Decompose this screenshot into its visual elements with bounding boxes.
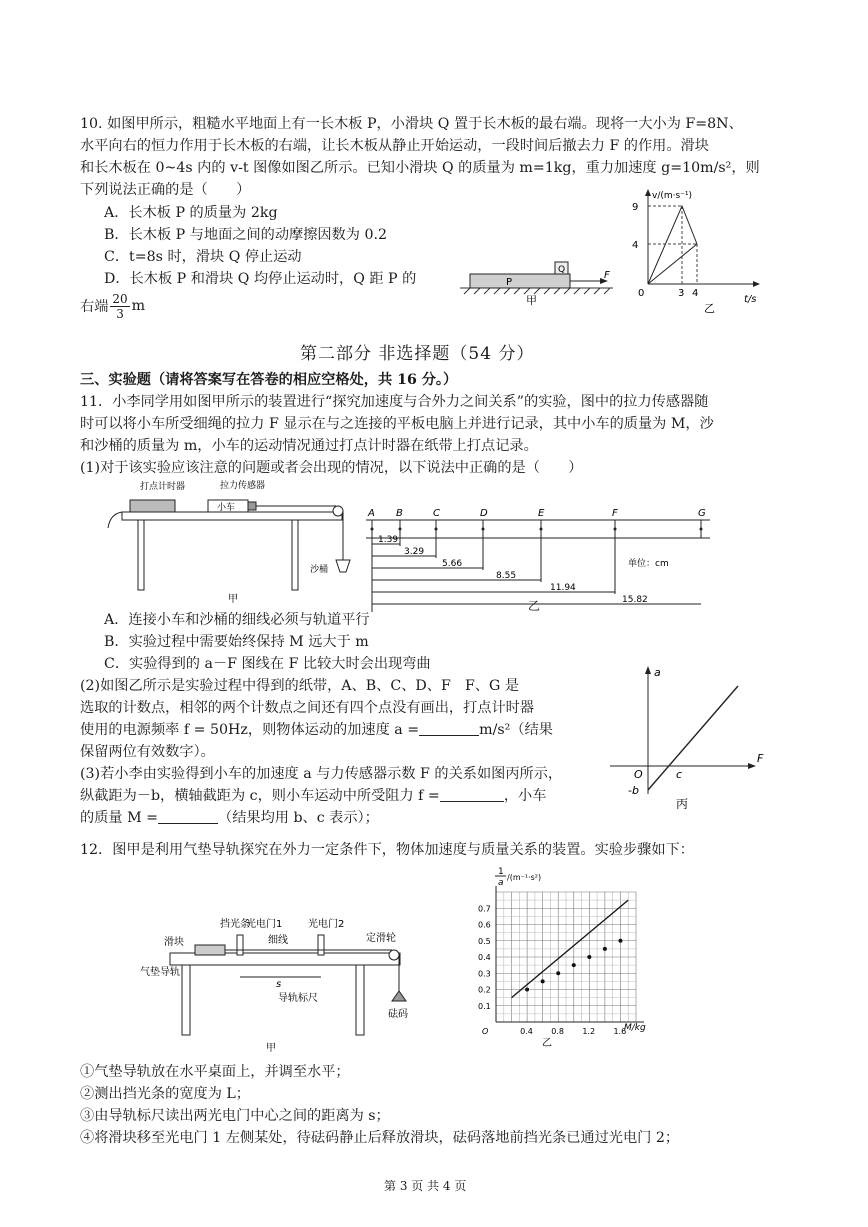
caption-q11-yi: 乙 <box>528 599 541 613</box>
string-label: 细线 <box>268 935 288 946</box>
q11-line-1: 11．小李同学用如图甲所示的装置进行“探究加速度与合外力之间关系”的实验，图中的拉力传感器随 <box>80 394 709 410</box>
s-label: s <box>276 979 282 990</box>
q11-part2-line-2: 选取的计数点，相邻的两个计数点之间还有四个点没有画出，打点计时器 <box>80 700 535 716</box>
q12-step-4: ④将滑块移至光电门 1 左侧某处，待砝码静止后释放滑块，砝码落地前挡光条已通过光电门 2； <box>80 1130 680 1146</box>
q10-option-d: D．长木板 P 和滑块 Q 均停止运动时，Q 距 P 的 <box>104 271 417 287</box>
q11-line-3: 和沙桶的质量为 m，小车的运动情况通过打点计时器在纸带上打点记录。 <box>80 438 538 454</box>
sand-bucket <box>336 560 350 572</box>
q10-figure-yi <box>630 186 765 316</box>
tape-dots <box>371 528 703 531</box>
q12-step-1: ①气垫导轨放在水平桌面上，并调至水平； <box>80 1064 350 1080</box>
track <box>122 512 342 520</box>
tick-3: 3 <box>678 288 685 299</box>
dist-AE: 8.55 <box>496 571 517 581</box>
q12-line-1: 12．图甲是利用气垫导轨探究在外力一定条件下，物体加速度与质量关系的装置。实验步骤如下： <box>80 842 694 858</box>
a-axis-arrow <box>645 666 651 674</box>
chart-caption: 乙 <box>542 1038 552 1048</box>
q11-part3-line-1: (3)若小李由实验得到小车的加速度 a 与力传感器示数 F 的关系如图丙所示， <box>80 766 563 782</box>
gate1-label: 光电门1 <box>246 919 283 930</box>
sensor-box <box>248 502 256 510</box>
weight <box>392 991 406 1001</box>
q12-step-2: ②测出挡光条的宽度为 L； <box>80 1086 250 1102</box>
timer-box <box>130 500 175 512</box>
point-C: C <box>433 508 440 519</box>
chart-axes <box>496 886 644 1022</box>
line-P <box>648 206 697 284</box>
gate-2 <box>318 935 324 955</box>
q10-option-d-continuation <box>80 288 145 324</box>
slider-label: 滑块 <box>164 937 184 948</box>
chart-data-point <box>525 988 529 992</box>
q11-figure-bing <box>600 664 770 814</box>
rail-leg-left <box>182 965 190 1035</box>
origin-label: O <box>634 768 643 781</box>
q12-pulley <box>389 950 399 960</box>
tape-points <box>367 508 706 519</box>
ruler-label: 导轨标尺 <box>278 993 318 1004</box>
tape-unit: 单位：cm <box>628 559 669 569</box>
q11-option-a: A．连接小车和沙桶的细线必须与轨道平行 <box>104 612 370 628</box>
caption-jia: 甲 <box>526 294 537 307</box>
q11-part2-line-3 <box>80 720 553 740</box>
q11-part3-line-3-tail: （结果均用 b、c 表示）； <box>218 810 379 826</box>
chart-y-ticks <box>478 904 491 1011</box>
chart-data-point <box>618 939 622 943</box>
q11-line-2: 时可以将小车所受细绳的拉力 F 显示在与之连接的平板电脑上并进行记录，其中小车的质量为 M，沙 <box>80 416 714 432</box>
q11-line-4: (1)对于该实验应该注意的问题或者会出现的情况，以下说法中正确的是（ ） <box>80 460 583 476</box>
chart-x-tick-label: 0.8 <box>551 1027 564 1036</box>
q10-option-d-numerator: 20 <box>112 291 128 306</box>
F-axis-label: F <box>757 752 764 765</box>
q11-figure-jia <box>100 478 358 606</box>
b-label: -b <box>628 784 639 797</box>
weight-label: 砝码 <box>388 1009 408 1020</box>
chart-data-point <box>587 955 591 959</box>
pulley <box>333 506 343 516</box>
chart-x-ticks <box>482 1027 626 1036</box>
table-leg-right <box>292 520 298 590</box>
F-axis-arrow <box>748 763 756 769</box>
chart-y-tick-label: 0.2 <box>478 985 491 995</box>
dist-AF: 11.94 <box>550 583 576 593</box>
shade-label: 挡光条 <box>220 919 250 930</box>
rail-leg-right <box>356 965 364 1035</box>
chart-x-tick-label: 1.2 <box>582 1027 596 1036</box>
q11-part3-line-3 <box>80 808 379 828</box>
point-D: D <box>480 508 488 519</box>
line-Q <box>648 244 697 284</box>
chart-y-tick-label: 0.7 <box>478 904 491 914</box>
part2-title: 第二部分 非选择题（54 分） <box>300 344 535 364</box>
pulley-label: 定滑轮 <box>366 933 396 944</box>
slider <box>195 945 225 955</box>
q10-option-a: A．长木板 P 的质量为 2kg <box>104 205 278 221</box>
q11-option-c: C．实验得到的 a－F 图线在 F 比较大时会出现弯曲 <box>104 656 431 672</box>
v-axis-arrow <box>645 189 651 196</box>
chart-y-tick-label: 0.3 <box>478 969 491 979</box>
q11-part2-line-4: 保留两位有效数字）。 <box>80 744 215 760</box>
answer-blank-resistance[interactable] <box>440 787 504 802</box>
chart-data-point <box>556 971 560 975</box>
chart-ylabel-num: 1 <box>498 867 504 877</box>
chart-ylabel-den: a <box>498 878 504 888</box>
chart-x-tick-label: 1.6 <box>613 1027 627 1036</box>
chart-y-tick-label: 0.5 <box>478 936 491 946</box>
chart-y-tick-label: 0.6 <box>478 920 491 930</box>
q10-option-c: C．t=8s 时，滑块 Q 停止运动 <box>104 249 302 265</box>
page-footer: 第 3 页 共 4 页 <box>384 1179 467 1193</box>
q11-part3-line-2-text: 纵截距为－b，横轴截距为 c，则小车运动中所受阻力 f = <box>80 788 440 804</box>
gate2-label: 光电门2 <box>308 919 345 930</box>
chart-y-tick-label: 0.1 <box>478 1001 491 1011</box>
timer-label: 打点计时器 <box>140 482 186 492</box>
chart-ylabel-unit: /(m⁻¹·s²) <box>507 873 542 882</box>
q10-line-3: 和长木板在 0~4s 内的 v-t 图像如图乙所示。已知小滑块 Q 的质量为 m=1kg，重力加速度 g=10m/s²，则 <box>80 160 760 176</box>
dist-AB: 1.39 <box>378 535 399 545</box>
q10-figure-jia <box>458 248 618 308</box>
q12-step-3: ③由导轨标尺读出两光电门中心之间的距离为 s； <box>80 1108 390 1124</box>
chart-x-tick-label: O <box>482 1027 489 1036</box>
caption-yi: 乙 <box>704 302 715 315</box>
q10-option-d-prefix: 右端 <box>80 299 109 315</box>
board-P <box>470 274 570 288</box>
point-B: B <box>396 508 403 519</box>
q11-part2-line-3-text: 使用的电源频率 f = 50Hz，则物体运动的加速度 a = <box>80 722 420 738</box>
q10-option-d-unit: m <box>131 298 146 314</box>
t-axis-label: t/s <box>744 294 757 305</box>
answer-blank-mass[interactable] <box>158 809 218 824</box>
q10-line-2: 水平向右的恒力作用于长木板的右端，让长木板从静止开始运动，一段时间后撤去力 F 的作用。滑块 <box>80 138 709 154</box>
tick-0: 0 <box>638 288 645 299</box>
caption-q11-jia: 甲 <box>228 594 238 605</box>
guide-lines <box>648 206 697 284</box>
cart-label: 小车 <box>217 503 236 513</box>
t-axis-arrow <box>753 281 760 287</box>
label-Q: Q <box>558 265 566 275</box>
point-G: G <box>698 508 706 519</box>
q12-figure-yi-chart <box>464 864 664 1048</box>
label-F: F <box>604 270 610 281</box>
a-F-line <box>648 686 738 790</box>
chart-y-tick-label: 0.4 <box>478 953 491 962</box>
q10-line-4: 下列说法正确的是（ ） <box>80 182 251 198</box>
point-A: A <box>368 508 375 519</box>
point-F: F <box>612 508 618 519</box>
c-label: c <box>676 768 683 781</box>
q11-part2-line-3-unit: m/s²（结果 <box>479 722 553 738</box>
a-axis-label: a <box>654 666 661 679</box>
tape-curve <box>108 512 122 528</box>
rail-label: 气垫导轨 <box>140 967 180 978</box>
q10-line-1: 10. 如图甲所示，粗糙水平地面上有一长木板 P，小滑块 Q 置于长木板的最右端。现将一大小为 F=8N、 <box>80 116 743 132</box>
sand-label: 沙桶 <box>310 565 329 575</box>
caption-q12-jia: 甲 <box>266 1043 276 1054</box>
point-E: E <box>538 508 545 519</box>
q10-option-d-fraction <box>110 292 129 321</box>
sensor-label: 拉力传感器 <box>220 481 266 491</box>
dist-AC: 3.29 <box>404 547 425 557</box>
chart-data-point <box>603 947 607 951</box>
v-axis-label: v/(m·s⁻¹) <box>652 191 693 201</box>
chart-xlabel: M/kg <box>624 1023 646 1033</box>
q11-part2-line-1: (2)如图乙所示是实验过程中得到的纸带，A、B、C、D、F F、G 是 <box>80 678 520 694</box>
q12-figure-jia <box>140 905 420 1055</box>
caption-bing: 丙 <box>676 797 689 811</box>
chart-data-point <box>541 979 545 983</box>
table-leg-left <box>138 520 144 590</box>
dist-AG: 15.82 <box>622 595 648 605</box>
gate-1 <box>237 935 243 955</box>
chart-data-point <box>572 963 576 967</box>
q11-option-b: B．实验过程中需要始终保持 M 远大于 m <box>104 634 369 650</box>
tick-9: 9 <box>632 202 639 213</box>
section3-heading: 三、实验题（请将答案写在答卷的相应空格处，共 16 分。） <box>80 372 458 388</box>
q11-part3-line-2 <box>80 786 546 806</box>
q11-part3-line-2-tail: ，小车 <box>503 788 547 804</box>
q10-option-b: B．长木板 P 与地面之间的动摩擦因数为 0.2 <box>104 227 388 243</box>
dist-AD: 5.66 <box>442 559 463 569</box>
q10-option-d-denominator: 3 <box>116 306 124 321</box>
tick-4: 4 <box>632 240 639 251</box>
label-P: P <box>506 277 513 288</box>
answer-blank-acceleration[interactable] <box>419 721 479 736</box>
chart-x-tick-label: 0.4 <box>520 1027 533 1036</box>
q11-part3-line-3-text: 的质量 M = <box>80 810 158 826</box>
tick-4t: 4 <box>692 288 699 299</box>
